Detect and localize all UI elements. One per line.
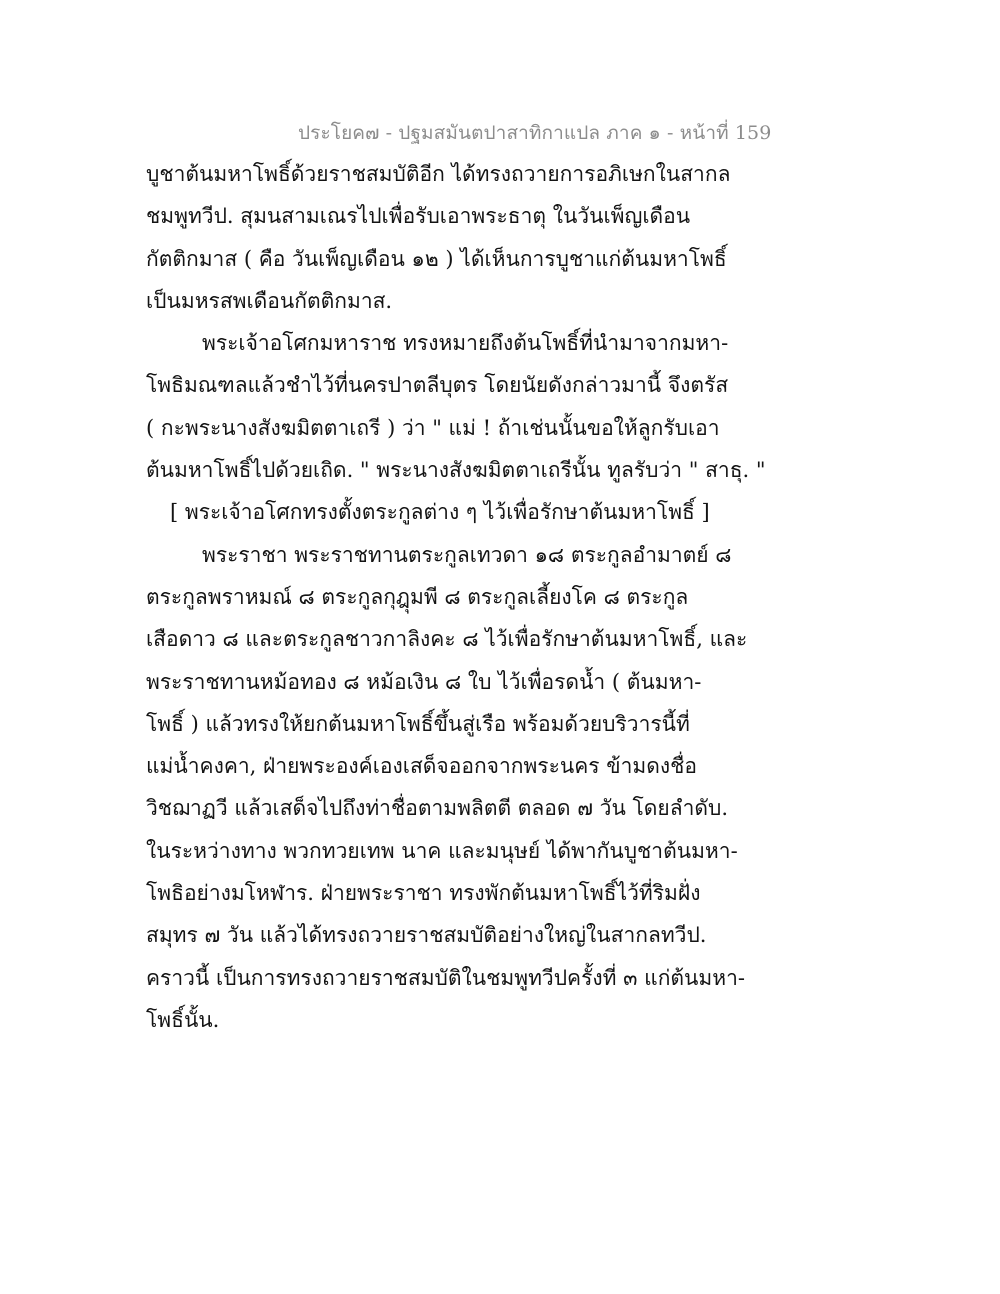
text-line: ในระหว่างทาง พวกทวยเทพ นาค และมนุษย์ ได้พากันบูชาต้นมหา- <box>146 838 738 863</box>
paragraph-first-line: พระเจ้าอโศกมหาราช ทรงหมายถึงต้นโพธิ์ที่นำมาจากมหา- <box>202 331 729 356</box>
text-line: เป็นมหรสพเดือนกัตติกมาส. <box>146 288 393 313</box>
text-line: โพธิอย่างมโหฬาร. ฝ่ายพระราชา ทรงพักต้นมหาโพธิ์ไว้ที่ริมฝั่ง <box>146 881 701 906</box>
text-line: ต้นมหาโพธิ์ไปด้วยเถิด. " พระนางสังฆมิตตาเถรีนั้น ทูลรับว่า " สาธุ. " <box>146 458 766 483</box>
text-line: กัตติกมาส ( คือ วันเพ็ญเดือน ๑๒ ) ได้เห็นการบูชาแก่ต้นมหาโพธิ์ <box>146 246 727 271</box>
body-text <box>146 153 766 1041</box>
paragraph-first-line: พระราชา พระราชทานตระกูลเทวดา ๑๘ ตระกูลอำมาตย์ ๘ <box>202 542 732 567</box>
text-line: โพธิมณฑลแล้วชำไว้ที่นครปาตลีบุตร โดยนัยดังกล่าวมานี้ จึงตรัส <box>146 373 729 398</box>
text-line: แม่น้ำคงคา, ฝ่ายพระองค์เองเสด็จออกจากพระนคร ข้ามดงชื่อ <box>146 754 697 779</box>
text-line: บูชาต้นมหาโพธิ์ด้วยราชสมบัติอีก ได้ทรงถวายการอภิเษกในสากล <box>146 162 731 186</box>
running-header: ประโยค๗ - ปฐมสมันตปาสาทิกาแปล ภาค ๑ - หน้าที่ 159 <box>298 122 772 144</box>
text-line: ( กะพระนางสังฆมิตตาเถรี ) ว่า " แม่ ! ถ้าเช่นนั้นขอให้ลูกรับเอา <box>146 415 720 440</box>
text-line: ชมพูทวีป. สุมนสามเณรไปเพื่อรับเอาพระธาตุ ในวันเพ็ญเดือน <box>146 204 691 229</box>
text-line: คราวนี้ เป็นการทรงถวายราชสมบัติในชมพูทวีปครั้งที่ ๓ แก่ต้นมหา- <box>146 965 745 990</box>
text-line: โพธิ์นั้น. <box>146 1007 220 1032</box>
text-line: โพธิ์ ) แล้วทรงให้ยกต้นมหาโพธิ์ขึ้นสู่เรือ พร้อมด้วยบริวารนี้ที่ <box>146 711 690 736</box>
text-line: เสือดาว ๘ และตระกูลชาวกาลิงคะ ๘ ไว้เพื่อรักษาต้นมหาโพธิ์, และ <box>146 627 748 652</box>
text-line: สมุทร ๗ วัน แล้วได้ทรงถวายราชสมบัติอย่างใหญ่ในสากลทวีป. <box>146 923 707 948</box>
text-line: ตระกูลพราหมณ์ ๘ ตระกูลกุฎุมพี ๘ ตระกูลเลี้ยงโค ๘ ตระกูล <box>146 584 689 609</box>
section-subheading: [ พระเจ้าอโศกทรงตั้งตระกูลต่าง ๆ ไว้เพื่อรักษาต้นมหาโพธิ์ ] <box>170 500 710 525</box>
text-line: วิชฌาฏวี แล้วเสด็จไปถึงท่าชื่อตามพลิตตี ตลอด ๗ วัน โดยลำดับ. <box>146 796 729 821</box>
text-line: พระราชทานหม้อทอง ๘ หม้อเงิน ๘ ใบ ไว้เพื่อรดน้ำ ( ต้นมหา- <box>146 669 702 694</box>
